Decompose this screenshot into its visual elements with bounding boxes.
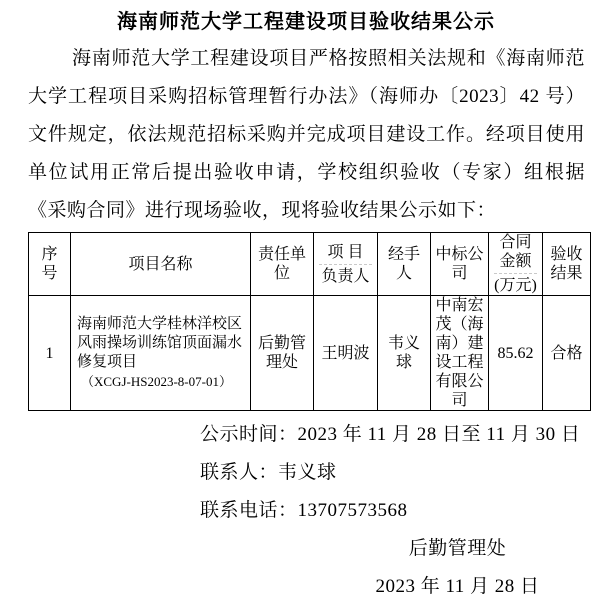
cell-responsible-unit: 后勤管理处 xyxy=(251,296,314,411)
table-row xyxy=(29,296,591,411)
header-amount-unit: (万元) xyxy=(494,277,537,294)
header-winning-company: 中标公司 xyxy=(431,233,489,296)
header-amount-line2: 金额 xyxy=(499,253,532,270)
project-name-text: 海南师范大学桂林洋校区风雨操场训练馆顶面漏水修复项目 xyxy=(77,316,243,370)
project-code-text: （XCGJ-HS2023-8-07-01） xyxy=(81,374,232,389)
acceptance-result-table xyxy=(28,232,591,411)
signature-date: 2023 年 11 月 28 日 xyxy=(375,576,540,597)
cell-handler: 韦义球 xyxy=(378,296,431,411)
cell-result: 合格 xyxy=(543,296,591,411)
header-divider-line xyxy=(319,264,372,265)
header-amount-line1: 合同 xyxy=(499,234,532,251)
footer-info xyxy=(200,423,612,523)
header-project-name: 项目名称 xyxy=(71,233,251,296)
header-index: 序号 xyxy=(29,233,71,296)
contact-person: 联系人：韦义球 xyxy=(200,462,337,483)
contact-phone: 联系电话：13707573568 xyxy=(200,500,408,521)
page-title: 海南师范大学工程建设项目验收结果公示 xyxy=(117,11,495,33)
cell-company: 中南宏茂（海南）建设工程有限公司 xyxy=(431,296,489,411)
intro-paragraph: 海南师范大学工程建设项目严格按照相关法规和《海南师范大学工程项目采购招标管理暂行办法》（海师办〔2023〕42 号）文件规定，依法规范招标采购并完成项目建设工作。经项目使用单位试用正常后提出验收申请，学校组织验收（专家）组根据《采购合同》进行现场验收，现将验收结果公示如下： xyxy=(28,48,585,221)
header-project-leader-bottom: 负责人 xyxy=(321,267,370,285)
header-acceptance-result: 验收结果 xyxy=(543,233,591,296)
header-contract-amount xyxy=(489,233,543,296)
cell-project-name xyxy=(71,296,251,411)
header-project-leader-top: 项 目 xyxy=(327,243,364,261)
publicity-period: 公示时间：2023 年 11 月 28 日至 11 月 30 日 xyxy=(200,424,581,445)
cell-index: 1 xyxy=(29,296,71,411)
header-project-leader xyxy=(314,233,378,296)
cell-amount: 85.62 xyxy=(489,296,543,411)
header-responsible-unit: 责任单位 xyxy=(251,233,314,296)
header-handler: 经手人 xyxy=(378,233,431,296)
cell-leader: 王明波 xyxy=(314,296,378,411)
table-header-row xyxy=(29,233,591,296)
signature-block xyxy=(330,537,585,599)
header-divider-line xyxy=(494,273,537,274)
signature-unit: 后勤管理处 xyxy=(408,538,507,559)
